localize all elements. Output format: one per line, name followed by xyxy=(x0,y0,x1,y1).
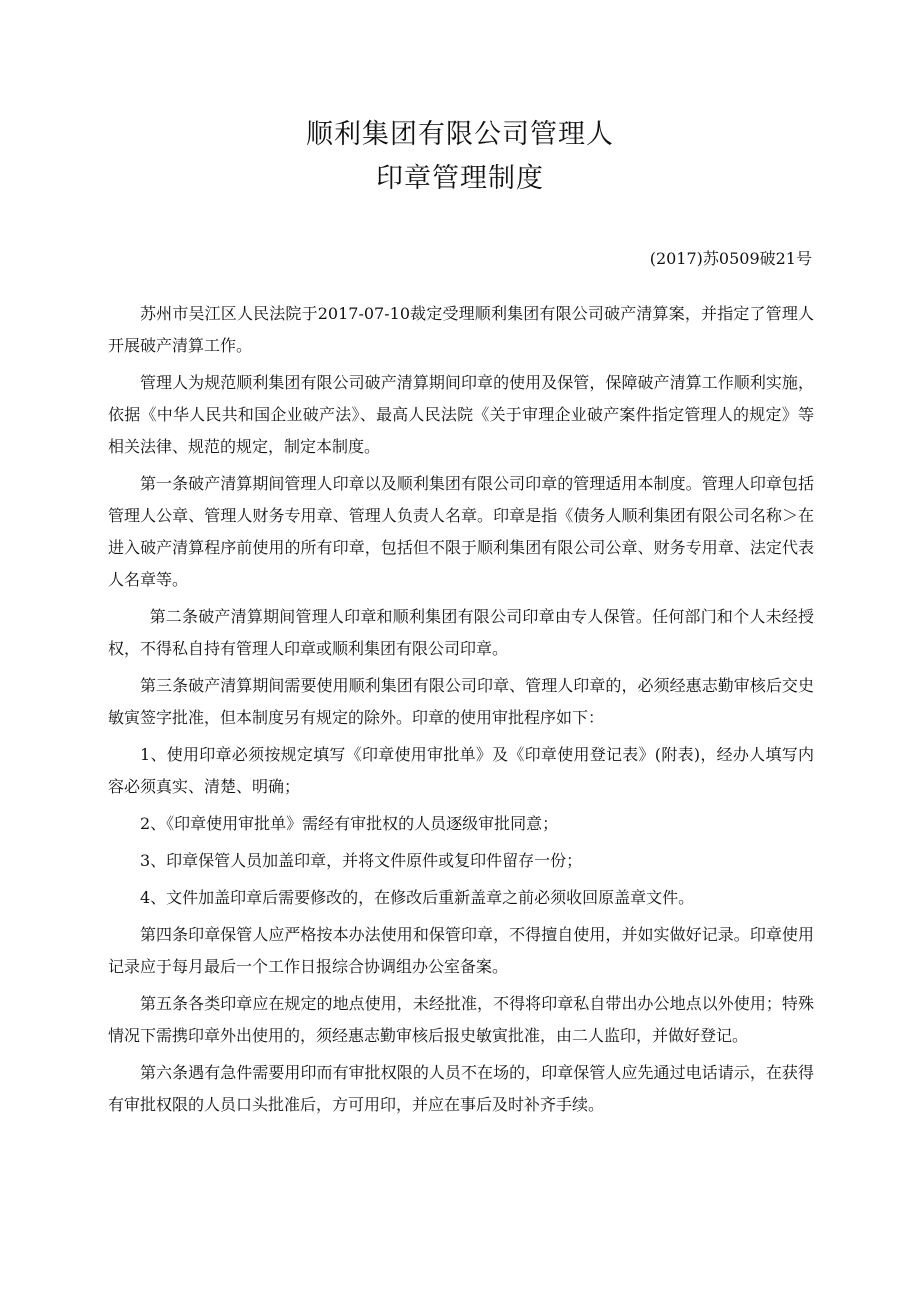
document-title-line1: 顺利集团有限公司管理人 xyxy=(306,119,614,150)
document-body xyxy=(108,298,814,1126)
paragraph-procedure-4: 4、文件加盖印章后需要修改的，在修改后重新盖章之前必须收回原盖章文件。 xyxy=(140,888,695,907)
paragraph-article-4: 第四条印章保管人应严格按本办法使用和保管印章，不得擅自使用，并如实做好记录。印章使用记录应于每月最后一个工作日报综合协调组办公室备案。 xyxy=(108,925,814,976)
document-title-line2: 印章管理制度 xyxy=(376,163,544,194)
paragraph-article-3: 第三条破产清算期间需要使用顺利集团有限公司印章、管理人印章的，必须经惠志勤审核后交史敏寅签字批准，但本制度另有规定的除外。印章的使用审批程序如下： xyxy=(108,676,814,727)
paragraph-purpose: 管理人为规范顺利集团有限公司破产清算期间印章的使用及保管，保障破产清算工作顺利实施，依据《中华人民共和国企业破产法》、最高人民法院《关于审理企业破产案件指定管理人的规定》等相关法律、规范的规定，制定本制度。 xyxy=(108,373,814,456)
paragraph-article-6: 第六条遇有急件需要用印而有审批权限的人员不在场的，印章保管人应先通过电话请示，在获得有审批权限的人员口头批准后，方可用印，并应在事后及时补齐手续。 xyxy=(108,1063,814,1114)
document-number: (2017)苏0509破21号 xyxy=(649,249,812,268)
paragraph-article-5: 第五条各类印章应在规定的地点使用，未经批准，不得将印章私自带出办公地点以外使用；特殊情况下需携印章外出使用的，须经惠志勤审核后报史敏寅批准，由二人监印，并做好登记。 xyxy=(108,994,814,1045)
paragraph-intro: 苏州市吴江区人民法院于2017-07-10裁定受理顺利集团有限公司破产清算案，并指定了管理人开展破产清算工作。 xyxy=(108,304,814,355)
paragraph-article-1: 第一条破产清算期间管理人印章以及顺利集团有限公司印章的管理适用本制度。管理人印章包括管理人公章、管理人财务专用章、管理人负责人名章。印章是指《债务人顺利集团有限公司名称＞在进入破产清算程序前使用的所有印章，包括但不限于顺利集团有限公司公章、财务专用章、法定代表人名章等。 xyxy=(108,474,814,589)
paragraph-procedure-1: 1、使用印章必须按规定填写《印章使用审批单》及《印章使用登记表》(附表)，经办人填写内容必须真实、清楚、明确； xyxy=(108,745,814,796)
paragraph-procedure-2: 2、《印章使用审批单》需经有审批权的人员逐级审批同意； xyxy=(140,814,559,833)
paragraph-procedure-3: 3、印章保管人员加盖印章，并将文件原件或复印件留存一份； xyxy=(140,851,583,870)
paragraph-article-2: 第二条破产清算期间管理人印章和顺利集团有限公司印章由专人保管。任何部门和个人未经授权，不得私自持有管理人印章或顺利集团有限公司印章。 xyxy=(108,607,814,658)
